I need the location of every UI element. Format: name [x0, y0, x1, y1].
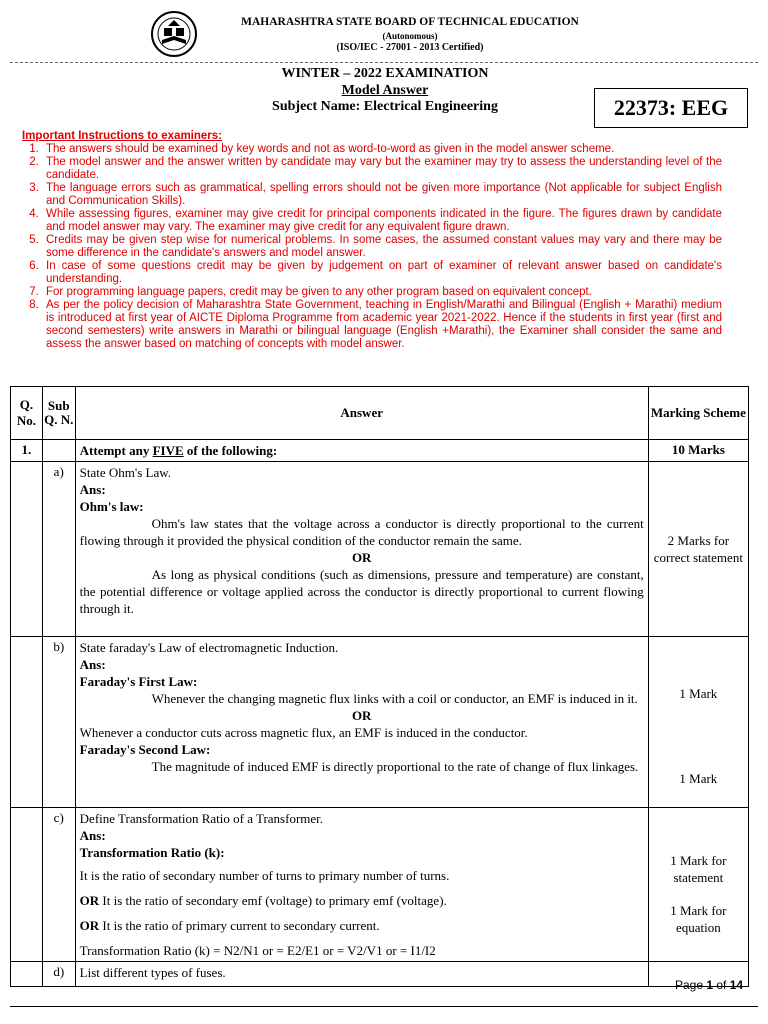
question-c: Define Transformation Ratio of a Transformer.: [79, 811, 324, 826]
header-scheme: Marking Scheme: [648, 387, 748, 440]
instruction-item: 3. The language errors such as grammatical, spelling errors should not be given more importance (Not applicable for subject English and Communication Skills).: [42, 182, 722, 208]
q1-title-post: of the following:: [183, 443, 278, 458]
transformation-def-2-text: It is the ratio of secondary emf (voltage) to primary emf (voltage).: [99, 893, 447, 908]
q1-marks: 10 Marks: [648, 440, 748, 462]
instruction-item: 5. Credits may be given step wise for numerical problems. In some cases, the assumed constant values may vary and there may be some difference in the candidate's answers and model answer.: [42, 234, 722, 260]
answer-b: [75, 637, 648, 808]
instructions-block: [22, 130, 722, 351]
board-certification: (ISO/IEC - 27001 - 2013 Certified): [336, 42, 484, 53]
subject-code-box: 22373: EEG: [594, 88, 748, 128]
instruction-item: 1. The answers should be examined by key words and not as word-to-word as given in the model answer scheme.: [42, 143, 722, 156]
transformation-formula: Transformation Ratio (k) = N2/N1 or = E2/E1 or = V2/V1 or = I1/I2: [79, 943, 436, 958]
q1-title-pre: Attempt any: [79, 443, 153, 458]
faraday-first-law-text: Whenever the changing magnetic flux links with a coil or conductor, an EMF is induced in it.: [151, 691, 638, 706]
ans-label: Ans:: [79, 828, 106, 843]
ohms-law-heading: Ohm's law:: [79, 499, 144, 514]
header-subq: Sub Q. N.: [42, 387, 75, 440]
table-header-row: [11, 387, 749, 440]
faraday-second-law-text: The magnitude of induced EMF is directly proportional to the rate of change of flux linkages.: [151, 759, 639, 774]
empty-cell: [11, 637, 43, 808]
instruction-item: 7. For programming language papers, credit may be given to any other program based on equivalent concept.: [42, 286, 722, 299]
empty-cell: [11, 962, 43, 987]
table-row: [11, 637, 749, 808]
ohms-law-statement-1: Ohm's law states that the voltage across a conductor is directly proportional to the current flowing through it provided the physical condition of the conductor remain the same.: [79, 516, 644, 548]
marks-b-first: 1 Mark: [679, 686, 718, 701]
instructions-list: [22, 143, 722, 351]
transformation-def-1: It is the ratio of secondary number of turns to primary number of turns.: [79, 868, 450, 883]
table-row: [11, 440, 749, 462]
faraday-first-law-alt: Whenever a conductor cuts across magnetic flux, an EMF is induced in the conductor.: [79, 725, 528, 740]
marks-c: [648, 808, 748, 962]
msbte-logo: [150, 10, 198, 58]
question-a: State Ohm's Law.: [79, 465, 172, 480]
q1-title: [75, 440, 648, 462]
subq-d-label: d): [42, 962, 75, 987]
subq-c-label: c): [42, 808, 75, 962]
ohms-law-statement-2: As long as physical conditions (such as dimensions, pressure and temperature) are constant, the potential difference or voltage applied across the conductor is directly proportional to current flowing through it.: [79, 567, 644, 616]
answer-c: [75, 808, 648, 962]
footer-line: [10, 1006, 758, 1007]
answer-table: [10, 386, 749, 987]
instruction-item: 2. The model answer and the answer written by candidate may vary but the examiner may try to assess the understanding level of the candidate.: [42, 156, 722, 182]
question-b: State faraday's Law of electromagnetic Induction.: [79, 640, 339, 655]
subq-b-label: b): [42, 637, 75, 808]
table-row: [11, 808, 749, 962]
subq-a-label: a): [42, 462, 75, 637]
model-answer-heading: Model Answer: [341, 83, 429, 98]
empty-cell: [11, 808, 43, 962]
exam-title: WINTER – 2022 EXAMINATION: [281, 66, 489, 81]
board-autonomous: (Autonomous): [382, 31, 438, 41]
transformation-def-3-text: It is the ratio of primary current to secondary current.: [99, 918, 380, 933]
marks-c-first: 1 Mark for statement: [670, 853, 727, 885]
total-pages: 14: [729, 978, 744, 992]
transformation-def-3: [80, 917, 644, 934]
instruction-item: 8. As per the policy decision of Maharashtra State Government, teaching in English/Marathi and Bilingual (English + Marathi) medium is introduced at first year of AICTE Diploma Programme from academic year 2021-2022. Hence if the students in first year (first and second semesters) write answers in Marathi or bilingual language (English +Marathi), the Examiner shall consider the same and assess the answer based on matching of concepts with model answer.: [42, 299, 722, 351]
or-label: OR: [79, 918, 100, 933]
instruction-item: 6. In case of some questions credit may be given by judgement on part of examiner of relevant answer based on candidate's understanding.: [42, 260, 722, 286]
empty-cell: [42, 440, 75, 462]
ans-label: Ans:: [79, 657, 106, 672]
instructions-heading: Important Instructions to examiners:: [22, 130, 223, 142]
of-word: of: [713, 978, 730, 992]
answer-a: [75, 462, 648, 637]
transformation-ratio-heading: Transformation Ratio (k):: [79, 845, 225, 860]
or-separator: OR: [351, 708, 372, 723]
page-word: Page: [675, 978, 707, 992]
header-divider: [10, 62, 758, 63]
table-row: [11, 962, 749, 987]
transformation-def-2: [80, 892, 644, 909]
header-qno: Q. No.: [11, 387, 43, 440]
faraday-first-law-heading: Faraday's First Law:: [79, 674, 198, 689]
ans-label: Ans:: [79, 482, 106, 497]
faraday-second-law-heading: Faraday's Second Law:: [79, 742, 211, 757]
empty-cell: [11, 462, 43, 637]
marks-b: [648, 637, 748, 808]
subject-name: Subject Name: Electrical Engineering: [272, 99, 498, 114]
current-page: 1: [706, 978, 714, 992]
marks-b-second: 1 Mark: [679, 771, 718, 786]
instruction-item: 4. While assessing figures, examiner may give credit for principal components indicated in the figure. The figures drawn by candidate and model answer may vary. The examiner may give credit for any equivalent figure drawn.: [42, 208, 722, 234]
question-d: List different types of fuses.: [75, 962, 648, 987]
page-number: [675, 978, 743, 992]
table-row: [11, 462, 749, 637]
marks-a: 2 Marks for correct statement: [648, 462, 748, 637]
board-name: MAHARASHTRA STATE BOARD OF TECHNICAL EDUCATION: [241, 16, 579, 28]
marks-c-second: 1 Mark for equation: [670, 903, 727, 935]
q1-number: 1.: [11, 440, 43, 462]
q1-title-five: FIVE: [152, 443, 184, 458]
header-answer: Answer: [75, 387, 648, 440]
or-label: OR: [79, 893, 100, 908]
or-separator: OR: [351, 550, 372, 565]
